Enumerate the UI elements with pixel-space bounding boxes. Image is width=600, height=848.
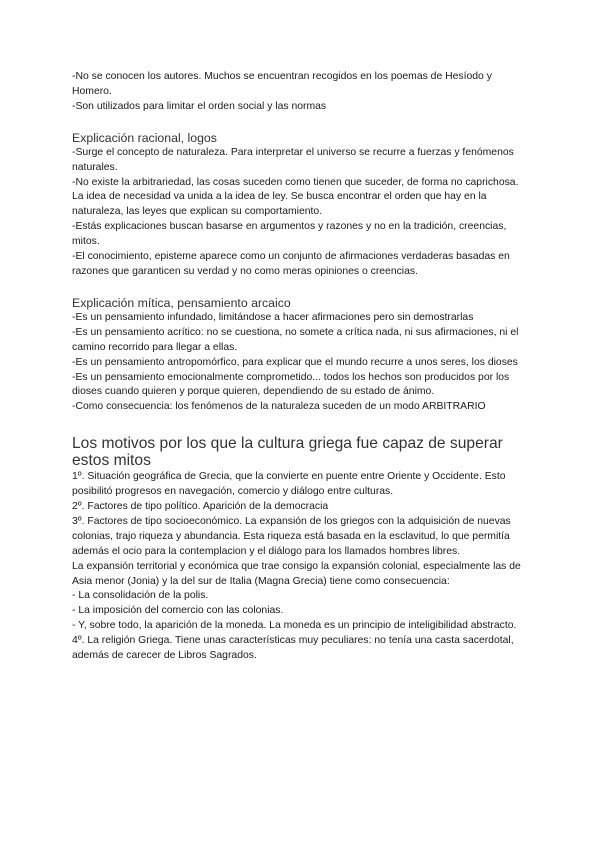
motivos-line-5: - La consolidación de la polis. — [72, 590, 209, 602]
intro-line-2: -Son utilizados para limitar el orden social y las normas — [72, 100, 327, 112]
racional-heading: Explicación racional, logos — [72, 130, 217, 145]
racional-line-2: -No existe la arbitrariedad, las cosas suceden como tienen que suceder, de forma no caprichosa. La idea de necesidad va unida a la idea de ley. Se busca encontrar el orden que hay en la naturaleza, las leyes que explican su comportamiento. — [72, 176, 519, 218]
mitica-line-3: -Es un pensamiento antropomórfico, para explicar que el mundo recurre a unos seres, los dioses — [72, 356, 518, 368]
mitica-line-4: -Es un pensamiento emocionalmente comprometido... todos los hechos son producidos por los dioses cuando quieren y porque quieren, dependiendo de su estado de ánimo. — [72, 371, 510, 398]
motivos-line-1: 1º. Situación geográfica de Grecia, que la convierte en puente entre Oriente y Occidente. Esto posibilitó progresos en navegación, comercio y diálogo entre culturas. — [72, 471, 506, 498]
racional-line-4: -El conocimiento, episteme aparece como un conjunto de afirmaciones verdaderas basadas en razones que garanticen su verdad y no como meras opiniones o creencias. — [72, 251, 510, 277]
motivos-line-8: 4º. La religión Griega. Tiene unas características muy peculiares: no tenía una casta sacerdotal, además de carecer de Libros Sagrados. — [72, 635, 514, 662]
mitica-line-5: -Como consecuencia: los fenómenos de la naturaleza suceden de un modo ARBITRARIO — [72, 401, 486, 413]
motivos-line-2: 2º. Factores de tipo político. Aparición de la democracia — [72, 501, 329, 513]
motivos-line-3: 3º. Factores de tipo socioeconómico. La expansión de los griegos con la adquisición de nuevas colonias, trajo riqueza y abundancia. Esta riqueza está basada en la esclavitud, lo que permitía además el ocio para la contemplacion y el diálogo para los llamados hombres libres. — [72, 515, 511, 557]
motivos-line-7: - Y, sobre todo, la aparición de la moneda. La moneda es un principio de inteligibilidad abstracto. — [72, 620, 517, 632]
mitica-line-2: -Es un pensamiento acrítico: no se cuestiona, no somete a crítica nada, ni sus afirmaciones, ni el camino recorrido para llegar a ellas. — [72, 326, 519, 353]
motivos-heading: Los motivos por los que la cultura griega fue capaz de superar estos mitos — [72, 435, 503, 470]
mitica-heading: Explicación mítica, pensamiento arcaico — [72, 295, 291, 310]
racional-section — [72, 131, 530, 280]
intro-section — [72, 70, 530, 115]
mitica-line-1: -Es un pensamiento infundado, limitándose a hacer afirmaciones pero sin demostrarlas — [72, 311, 474, 323]
motivos-section — [72, 435, 530, 664]
mitica-section — [72, 296, 530, 415]
motivos-line-6: - La imposición del comercio con las colonias. — [72, 605, 284, 617]
racional-line-1: -Surge el concepto de naturaleza. Para interpretar el universo se recurre a fuerzas y fenómenos naturales. — [72, 146, 514, 173]
racional-line-3: -Estás explicaciones buscan basarse en argumentos y razones y no en la tradición, creencias, mitos. — [72, 221, 507, 248]
motivos-line-4: La expansión territorial y económica que trae consigo la expansión colonial, especialmente las de Asia menor (Jonia) y la del sur de Italia (Magna Grecia) tiene como consecuencia: — [72, 560, 521, 587]
intro-line-1: -No se conocen los autores. Muchos se encuentran recogidos en los poemas de Hesíodo y Homero. — [72, 71, 492, 97]
